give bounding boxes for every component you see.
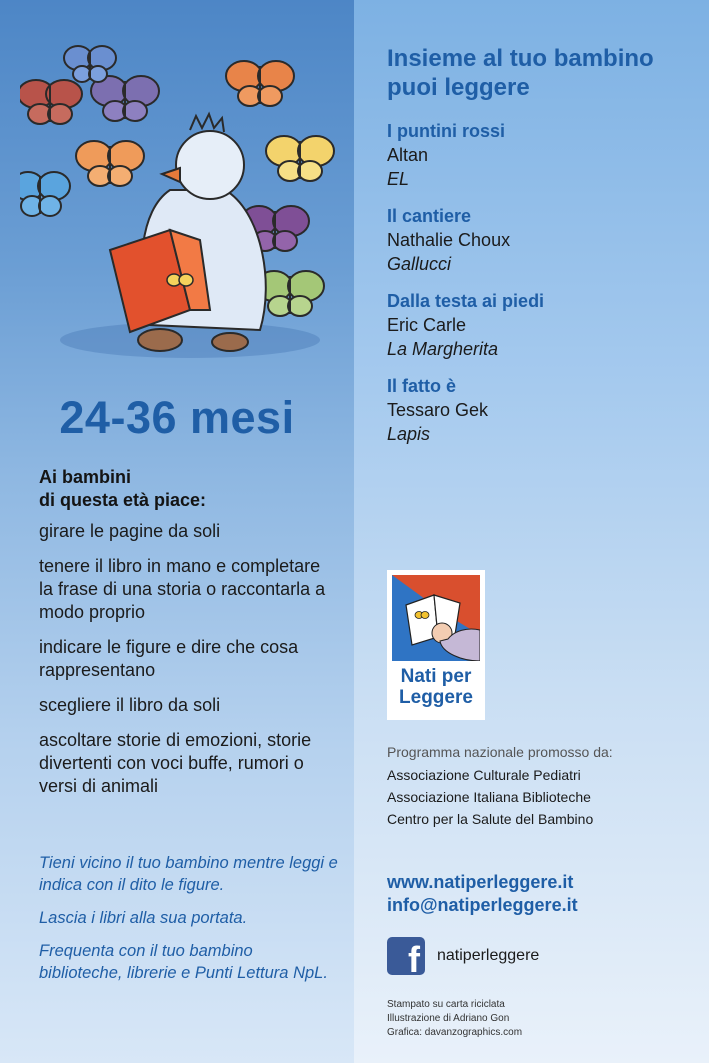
activity-item: ascoltare storie di emozioni, storie divertenti con voci buffe, rumori o versi di animali <box>39 730 312 796</box>
credit-line: Grafica: davanzographics.com <box>387 1027 523 1038</box>
logo-text <box>387 666 485 708</box>
book-publisher: Gallucci <box>387 254 452 274</box>
organization-item: Associazione Culturale Pediatri <box>387 767 581 783</box>
email-link[interactable]: info@natiperleggere.it <box>387 895 578 915</box>
book-publisher: La Margherita <box>387 339 499 359</box>
book-title: Il fatto è <box>387 376 457 396</box>
tip-item: Lascia i libri alla sua portata. <box>39 909 248 927</box>
credit-line: Illustrazione di Adriano Gon <box>387 1013 510 1024</box>
tips-section <box>39 852 339 995</box>
facebook-icon[interactable]: f <box>387 937 425 975</box>
facebook-link[interactable] <box>387 937 539 975</box>
book-author: Altan <box>387 145 429 165</box>
child-reading-with-butterflies-illustration <box>20 40 340 370</box>
book-item <box>387 205 697 276</box>
tip-item: Tieni vicino il tuo bambino mentre leggi e indica con il dito le figure. <box>39 854 338 894</box>
book-author: Nathalie Choux <box>387 230 511 250</box>
book-item <box>387 375 697 446</box>
age-range-title: 24-36 mesi <box>59 392 295 443</box>
activity-item: scegliere il libro da soli <box>39 695 221 715</box>
organization-item: Centro per la Salute del Bambino <box>387 811 594 827</box>
book-publisher: Lapis <box>387 424 431 444</box>
activity-item: indicare le figure e dire che cosa rappresentano <box>39 637 299 680</box>
logo-text-line-1: Nati per <box>400 666 472 687</box>
reading-list-title: Insieme al tuo bambino puoi leggere <box>387 45 654 101</box>
logo-text-line-2: Leggere <box>399 687 473 708</box>
contact-links <box>387 871 697 917</box>
logo-reading-child-icon <box>392 575 480 661</box>
intro-line-1: Ai bambini <box>39 467 132 487</box>
tip-item: Frequenta con il tuo bambino biblioteche, librerie e Punti Lettura NpL. <box>39 942 328 982</box>
activity-item: girare le pagine da soli <box>39 521 221 541</box>
book-item <box>387 120 697 191</box>
book-list <box>387 120 697 460</box>
left-panel <box>0 0 354 1063</box>
credit-line: Stampato su carta riciclata <box>387 999 505 1010</box>
intro-line-2: di questa età piace: <box>39 490 207 510</box>
activity-item: tenere il libro in mano e completare la frase di una storia o raccontarla a modo proprio <box>39 556 326 622</box>
program-label: Programma nazionale promosso da: <box>387 744 613 760</box>
organization-item: Associazione Italiana Biblioteche <box>387 789 591 805</box>
activities-section <box>39 466 339 810</box>
book-item <box>387 290 697 361</box>
credits <box>387 998 697 1040</box>
program-section <box>387 742 697 830</box>
book-author: Tessaro Gek <box>387 400 489 420</box>
activities-intro <box>39 466 339 512</box>
nati-per-leggere-logo <box>387 570 485 720</box>
book-title: Il cantiere <box>387 206 472 226</box>
facebook-handle: natiperleggere <box>437 947 540 964</box>
book-publisher: EL <box>387 169 410 189</box>
book-title: Dalla testa ai piedi <box>387 291 545 311</box>
website-link[interactable]: www.natiperleggere.it <box>387 872 574 892</box>
book-title: I puntini rossi <box>387 121 506 141</box>
book-author: Eric Carle <box>387 315 467 335</box>
